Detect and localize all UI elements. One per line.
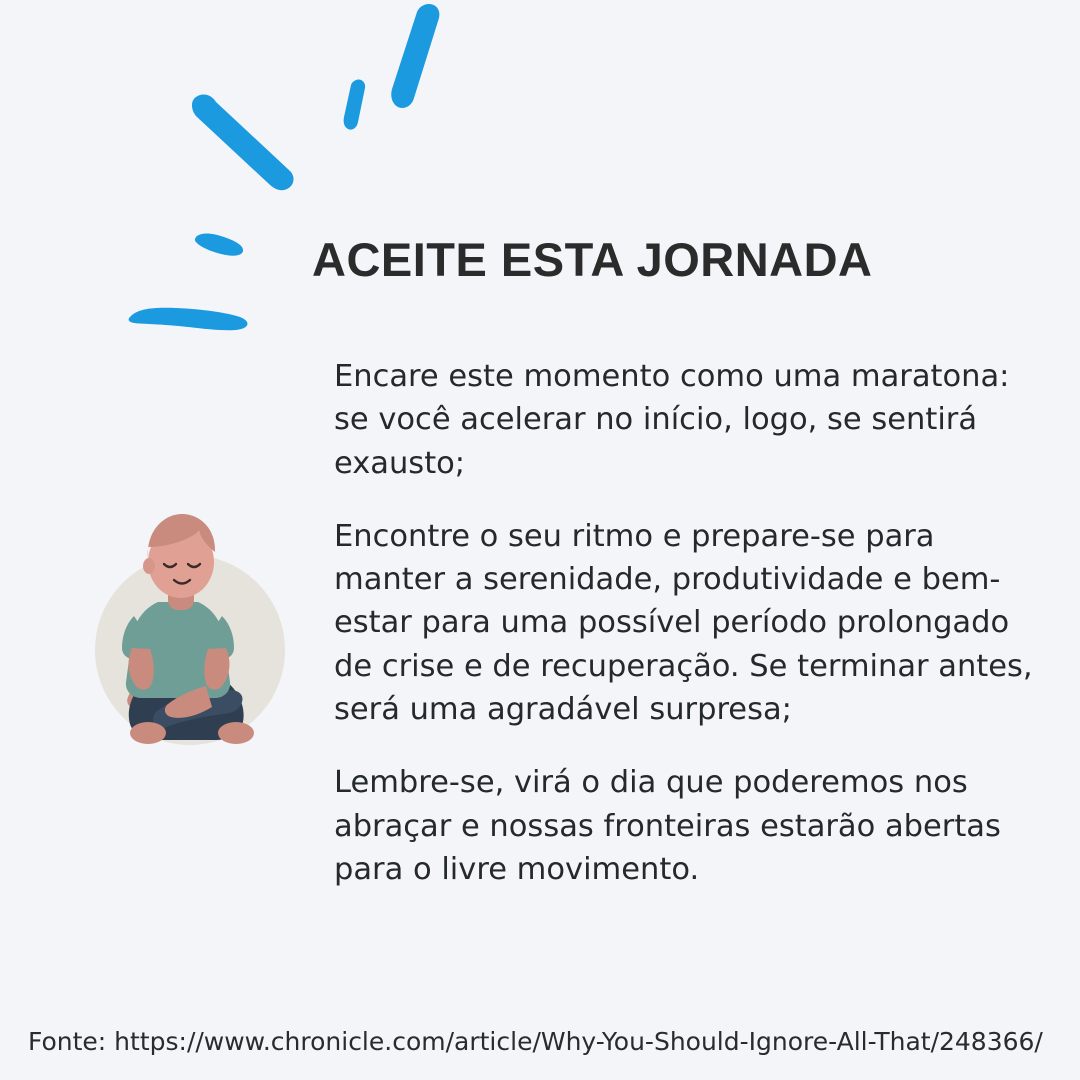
paragraph-1: Encare este momento como uma maratona: se você acelerar no início, logo, se sentirá exausto; [334,359,1010,481]
page-title: ACEITE ESTA JORNADA [312,233,873,286]
paragraph-3: Lembre-se, virá o dia que poderemos nos abraçar e nossas fronteiras estarão abertas para o livre movimento. [334,765,1001,887]
seated-person-illustration [60,490,310,760]
paragraph-2: Encontre o seu ritmo e prepare-se para manter a serenidade, produtividade e bem-estar para uma possível período prolongado de crise e de recuperação. Se terminar antes, será uma agradável surpresa; [334,518,1033,728]
source-footer: Fonte: https://www.chronicle.com/article/Why-You-Should-Ignore-All-That/248366/ [28,1027,1043,1056]
body-copy [334,355,1046,891]
